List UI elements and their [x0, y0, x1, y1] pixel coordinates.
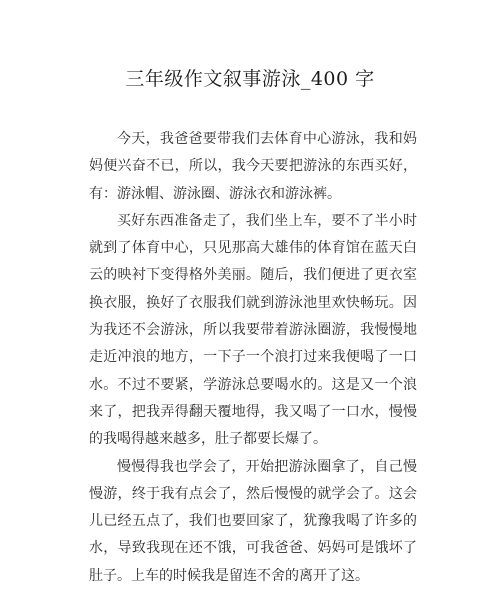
document-body	[89, 126, 417, 590]
document-title: 三年级作文叙事游泳_400 字	[125, 68, 375, 90]
paragraph-3: 慢慢得我也学会了，开始把游泳圈拿了，自己慢慢游，终于我有点会了，然后慢慢的就学会了。这会儿已经五点了，我们也要回家了，犹豫我喝了许多的水，导致我现在还不饿，可我爸爸、妈妈可是饿坏了肚子。上车的时候我是留连不舍的离开了这。	[89, 458, 417, 584]
paragraph-1: 今天，我爸爸要带我们去体育中心游泳，我和妈妈便兴奋不已，所以，我今天要把游泳的东西买好，有：游泳帽、游泳圈、游泳衣和游泳裤。	[89, 131, 417, 202]
paragraph-2: 买好东西准备走了，我们坐上车，要不了半小时就到了体育中心，只见那高大雄伟的体育馆在蓝天白云的映衬下变得格外美丽。随后，我们便进了更衣室换衣服，换好了衣服我们就到游泳池里欢快畅玩。因为我还不会游泳，所以我要带着游泳圈游，我慢慢地走近冲浪的地方，一下子一个浪打过来我便喝了一口水。不过不要紧，学游泳总要喝水的。这是又一个浪来了，把我弄得翻天覆地得，我又喝了一口水，慢慢的我喝得越来越多，肚子都要长爆了。	[89, 212, 417, 448]
